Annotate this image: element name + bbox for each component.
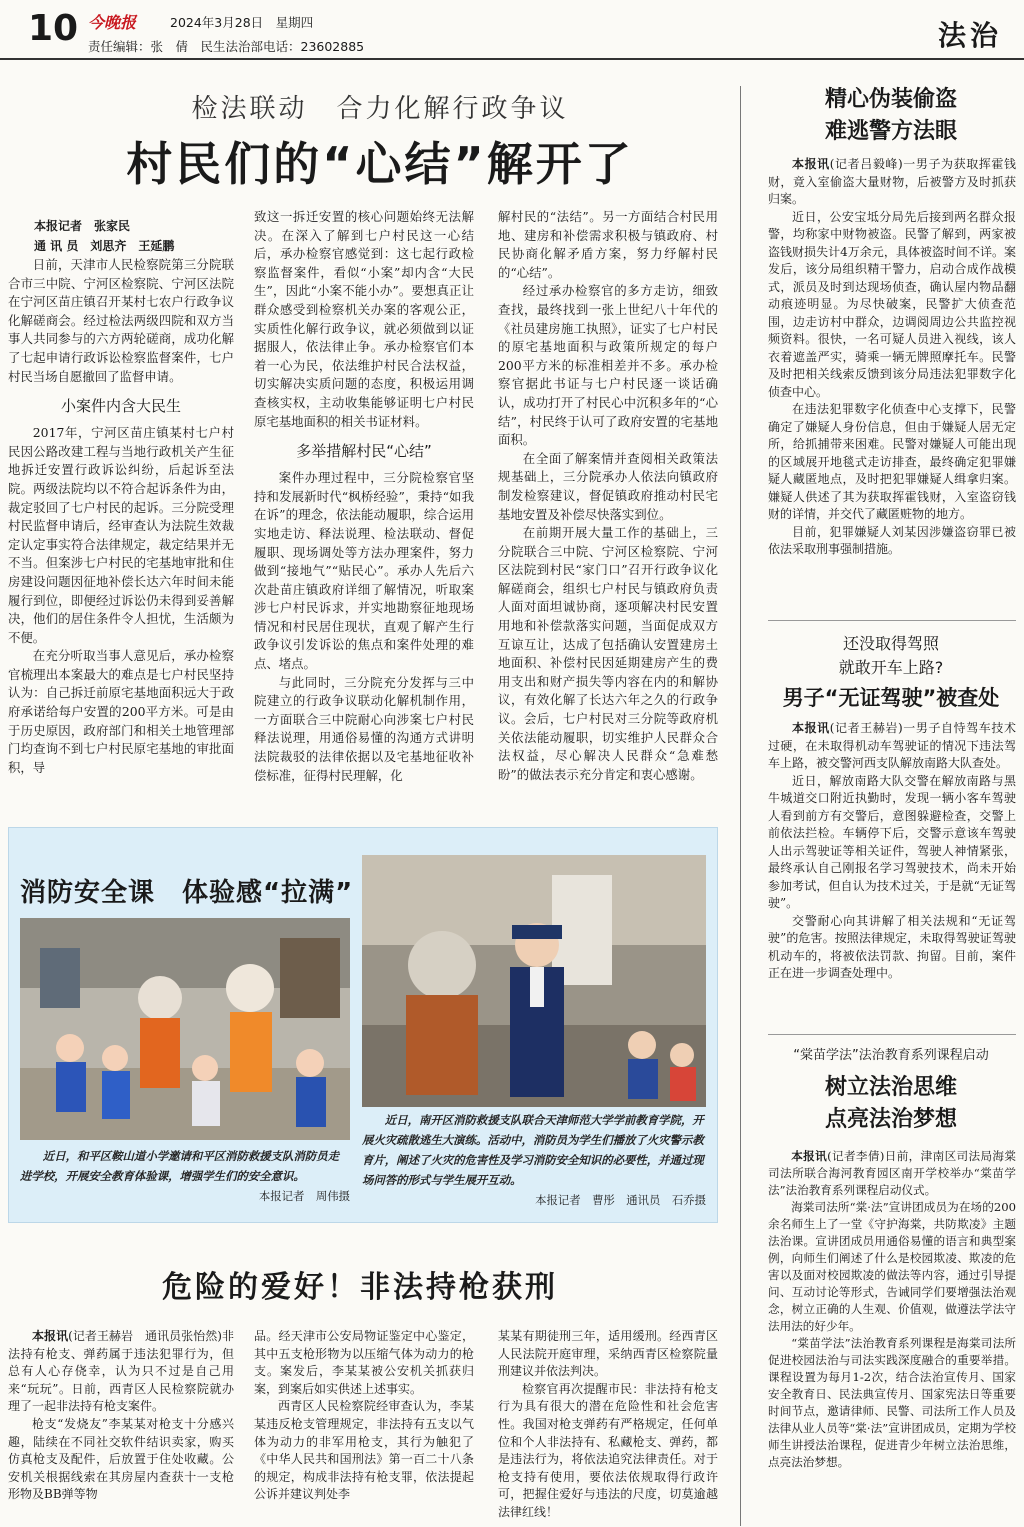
gun-paragraph: 品。经天津市公安局物证鉴定中心鉴定，其中五支枪形物为以压缩气体为动力的枪支。案发后，李某某被公安机关抓获归案，到案后如实供述上述事实。 (254, 1329, 474, 1396)
story-divider (768, 1034, 1016, 1035)
lead-tag: 本报讯 (792, 157, 830, 171)
photo-credit: 本报记者 曹彤 通讯员 石乔摄 (535, 1193, 706, 1207)
feature-paragraph: 与此同时，三分院充分发挥与三中院建立的行政争议联动化解机制作用，一方面联合三中院耐心向涉案七户村民释法说理，用通俗易懂的沟通方式讲明法院裁驳的法律依据以及宅基地征收补偿标准，征得村民理解，化 (254, 674, 474, 783)
feature-headline: 村民们的“心结”解开了 (126, 137, 634, 191)
gun-paragraph: (记者王赫岩 通讯员张怡然)非法持有枪支、弹药属于违法犯罪行为，但总有人心存侥幸，认为只不过是自己用来“玩玩”。日前，西青区人民检察院就办理了一起非法持有枪支案件。 (8, 1329, 234, 1414)
story-paragraph: 目前，犯罪嫌疑人刘某因涉嫌盗窃罪已被依法采取刑事强制措施。 (768, 524, 1016, 556)
photo-credit: 本报记者 周伟摄 (258, 1189, 350, 1203)
feature-paragraph: 在全面了解案情并查阅相关政策法规基础上，三分院承办人依法向镇政府制发检察建议，督促镇政府推动村民宅基地安置及补偿尽快落实到位。 (498, 450, 718, 522)
feature-paragraph: 2017年，宁河区苗庄镇某村七户村民因公路改建工程与当地行政机关产生征地拆迁安置行政诉讼纠纷，后起诉至法院。两级法院均以不符合起诉条件为由，裁定驳回了七户村民的起诉。三分院受理村民监督申请后，经审查认为法院生效裁定认定事实符合法律规定，裁定结果并无不当。但案涉七户村民的宅基地审批和住房建设问题因征地补偿长达六年时间未能履行到位，即便经过诉讼仍未得到妥善解决，他们的居住条件令人担忧，生活颇为不便。 (8, 425, 234, 645)
story-divider (768, 620, 1016, 621)
feature-paragraph: 经过承办检察官的多方走访，细致查找，最终找到一张上世纪八十年代的《社员建房施工执照》，证实了七户村民的原宅基地面积与政策所规定的每户200平方米的标准相差并不多。承办检察官据此书证与七户村民逐一谈话确认，成功打开了村民心中沉积多年的“心结”，村民终于认可了政府安置的宅基地面积。 (498, 283, 718, 448)
feature-subhead: 多举措解村民“心结” (296, 442, 432, 461)
feature-column-2 (254, 208, 474, 785)
byline-correspondent: 通 讯 员 刘思齐 王延鹏 (34, 239, 175, 253)
story-license-title: 男子“无证驾驶”被查处 (782, 686, 1000, 710)
feature-paragraph: 在充分听取当事人意见后，承办检察官梳理出本案最大的难点是七户村民坚持认为：自己拆迁前原宅基地面积远大于政府承诺给每户安置的200平方米。可是由于历史原因，政府部门和相关土地管理部门均查询不到七户村民原宅基地的审批面积，导 (8, 648, 234, 775)
lead-tag: 本报讯 (791, 1149, 828, 1163)
gun-paragraph: 检察官再次提醒市民：非法持有枪支行为具有很大的潜在危险性和社会危害性。我国对枪支弹药有严格规定，任何单位和个人非法持有、私藏枪支、弹药，都是违法行为，将依法追究法律责任。对于枪支持有使用，要依法依规取得行政许可，把握住爱好与违法的尺度，切莫逾越法律红线！ (498, 1381, 718, 1519)
story-law-kicker: “棠苗学法”法治教育系列课程启动 (793, 1048, 989, 1063)
story-paragraph: 海棠司法所“棠·法”宣讲团成员为在场的200余名师生上了一堂《守护海棠，共防欺凌》主题法治课。宣讲团成员用通俗易懂的语言和典型案例，向师生们阐述了什么是校园欺凌、欺凌的危害以及面对校园欺凌的做法等内容，通过引导提问、互动讨论等形式，告诫同学们要增强法治观念，树立正确的人生观、价值观，做遵法学法守法用法的好少年。 (768, 1200, 1016, 1333)
story-paragraph: (记者王赫岩)一男子自恃驾车技术过硬，在未取得机动车驾驶证的情况下违法驾车上路，被交警河西支队解放南路大队查处。 (768, 721, 1016, 770)
story-paragraph: (记者吕毅峰)一男子为获取挥霍钱财，竟入室偷盗大量财物，后被警方及时抓获归案。 (768, 157, 1016, 206)
caption-text: 近日，南开区消防救援支队联合天津师范大学学前教育学院，开展火灾疏散逃生大演练。活动中，消防员为学生们播放了火灾警示教育片，阐述了火灾的危害性及学习消防安全知识的必要性，并通过现场问答的形式与学生展开互动。 (362, 1113, 704, 1187)
photo-evacuation-drill (362, 855, 706, 1107)
photo-feature-title: 消防安全课 体验感“拉满” (20, 878, 354, 908)
gun-article-title: 危险的爱好！非法持枪获刑 (162, 1270, 558, 1305)
story-law-body (768, 1148, 1016, 1471)
story-paragraph: (记者李倩)日前，津南区司法局海棠司法所联合海河教育园区南开学校举办“棠苗学法”法治教育系列课程启动仪式。 (768, 1149, 1016, 1197)
story-license-kicker: 还没取得驾照 就敢开车上路? (838, 634, 944, 677)
newspaper-logo: 今晚报 (88, 13, 137, 32)
feature-paragraph: 解村民的“法结”。另一方面结合村民用地、建房和补偿需求积极与镇政府、村民协商化解矛盾方案，努力纾解村民的“心结”。 (498, 209, 718, 280)
feature-subhead: 小案件内含大民生 (60, 397, 181, 416)
feature-paragraph: 致这一拆迁安置的核心问题始终无法解决。在深入了解到七户村民这一心结后，承办检察官感觉到：这七起行政检察监督案件，看似“小案”却内含“大民生”，因此“小案不能小办”。要想真正让群众感受到检察机关办案的客观公正，实质性化解行政争议，就必须做到以证据服人，依法律止争。承办检察官们本着一心为民，依法维护村民合法权益，切实解决实质问题的态度，积极运用调查核实权，主动收集能够证明七户村民原宅基地面积的相关书证材料。 (254, 209, 474, 429)
story-theft-title: 精心伪装偷盗 难逃警方法眼 (824, 87, 957, 144)
feature-column-3 (498, 208, 718, 784)
lead-tag: 本报讯 (32, 1329, 69, 1343)
story-paragraph: “棠苗学法”法治教育系列课程是海棠司法所促进校园法治与司法实践深度融合的重要举措。课程设置为每月1-2次，结合法治宣传月、国家安全教育日、民法典宣传月、国家宪法日等重要时间节点，邀请律师、民警、司法所工作人员及法律从业人员等“棠·法”宣讲团成员，定期为学校师生讲授法治课程，促进青少年树立法治思维，点亮法治梦想。 (768, 1336, 1016, 1469)
feature-paragraph: 案件办理过程中，三分院检察官坚持和发展新时代“枫桥经验”，秉持“如我在诉”的理念，依法能动履职，综合运用实地走访、释法说理、检法联动、督促履职、现场调处等方法办理案件，努力做到“接地气”“贴民心”。承办人先后六次赴苗庄镇政府详细了解情况，听取案涉七户村民诉求，并实地勘察征地现场情况和村民居住现状，直观了解产生行政争议引发诉讼的焦点和案件处理的难点、堵点。 (254, 470, 474, 672)
photo-caption-left (20, 1146, 350, 1206)
gun-column-2 (254, 1328, 474, 1504)
gun-column-1 (8, 1328, 234, 1504)
story-law-title: 树立法治思维 点亮法治梦想 (824, 1075, 957, 1132)
story-paragraph: 在违法犯罪数字化侦查中心支撑下，民警确定了嫌疑人身份信息，但由于嫌疑人居无定所，给抓捕带来困难。民警对嫌疑人可能出现的区域展开地毯式走访排查，最终确定犯罪嫌疑人藏匿地点，及时把犯罪嫌疑人缉拿归案。嫌疑人供述了其为获取挥霍钱财，入室盗窃钱财的详情，并交代了藏匿赃物的地方。 (768, 402, 1016, 521)
caption-text: 近日，和平区鞍山道小学邀请和平区消防救援支队消防员走进学校，开展安全教育体验课，增强学生们的安全意识。 (20, 1149, 339, 1183)
story-theft-body (768, 156, 1016, 559)
page-number: 10 (28, 8, 79, 49)
photo-caption-right (362, 1110, 706, 1210)
story-paragraph: 近日，解放南路大队交警在解放南路与黑牛城道交口附近执勤时，发现一辆小客车驾驶人看到前方有交警后，意图躲避检查，交警上前依法拦检。车辆停下后，交警示意该车驾驶人出示驾驶证等相关证件，驾驶人神情紧张，最终承认自己刚报名学习驾驶技术，尚未开始参加考试，但自认为技术过关，于是就“无证驾驶”。 (768, 773, 1016, 910)
photo-fire-safety-class (20, 918, 350, 1140)
feature-column-1 (8, 216, 234, 777)
story-paragraph: 交警耐心向其讲解了相关法规和“无证驾驶”的危害。按照法律规定，未取得驾驶证驾驶机动车的，将被依法罚款、拘留。目前，案件正在进一步调查处理中。 (768, 913, 1016, 980)
page-header (0, 0, 1024, 60)
story-license-body (768, 720, 1016, 983)
lead-tag: 本报讯 (792, 721, 830, 735)
issue-date: 2024年3月28日 星期四 (170, 15, 314, 30)
gun-paragraph: 枪支“发烧友”李某某对枪支十分感兴趣，陆续在不同社交软件结识卖家，购买仿真枪支及配件，后放置于住处收藏。公安机关根据线索在其房屋内查获十一支枪形物及BB弹等物 (8, 1416, 234, 1502)
story-paragraph: 近日，公安宝坻分局先后接到两名群众报警，均称家中财物被盗。民警了解到，两家被盗钱财损失计4万余元，具体被盗时间不详。案发后，该分局组织精干警力，启动合成作战模式，派员及时到达现场侦查，确认屋内物品翻动痕迹明显。为尽快破案，民警扩大侦查范围，边走访村中群众，边调阅周边公共监控视频资料。很快，一名可疑人员进入视线，该人衣着遮盖严实，骑乘一辆无牌照摩托车。民警及时把相关线索反馈到该分局违法犯罪数字化侦查中心。 (768, 209, 1016, 399)
byline-reporter: 本报记者 张家民 (34, 219, 131, 233)
gun-paragraph: 某某有期徒刑三年，适用缓刑。经西青区人民法院开庭审理，采纳西青区检察院量刑建议并依法判决。 (498, 1329, 718, 1379)
feature-kicker: 检法联动 合力化解行政争议 (191, 94, 569, 124)
gun-paragraph: 西青区人民检察院经审查认为，李某某违反枪支管理规定，非法持有五支以气体为动力的非军用枪支，其行为触犯了《中华人民共和国刑法》第一百二十八条的规定，构成非法持有枪支罪，依法提起公诉并建议判处李 (254, 1399, 474, 1502)
feature-paragraph: 在前期开展大量工作的基础上，三分院联合三中院、宁河区检察院、宁河区法院到村民“家门口”召开行政争议化解磋商会，组织七户村民与镇政府负责人面对面坦诚协商，逐项解决村民安置用地和补偿款落实问题，当面促成双方互谅互让，达成了包括确认安置建房土地面积、补偿村民因延期建房产生的费用支出和财产损失等内容在内的和解协议，有效化解了长达六年之久的行政争议。会后，七户村民对三分院等政府机关依法能动履职，切实维护人民群众合法权益，尽心解决人民群众“急难愁盼”的做法表示充分肯定和衷心感谢。 (498, 525, 718, 782)
column-divider (740, 86, 741, 1526)
feature-paragraph: 日前，天津市人民检察院第三分院联合市三中院、宁河区检察院、宁河区法院在宁河区苗庄镇召开某村七农户行政争议化解磋商会。经过检法两级四院和双方当事人共同参与的六方两轮磋商，成功化解了七起申请行政诉讼检察监督案件，七户村民当场自愿撤回了监督申请。 (8, 257, 234, 384)
gun-column-3 (498, 1328, 718, 1522)
section-title: 法治 (937, 19, 1002, 52)
editor-line: 责任编辑：张 倩 民生法治部电话：23602885 (88, 39, 365, 54)
